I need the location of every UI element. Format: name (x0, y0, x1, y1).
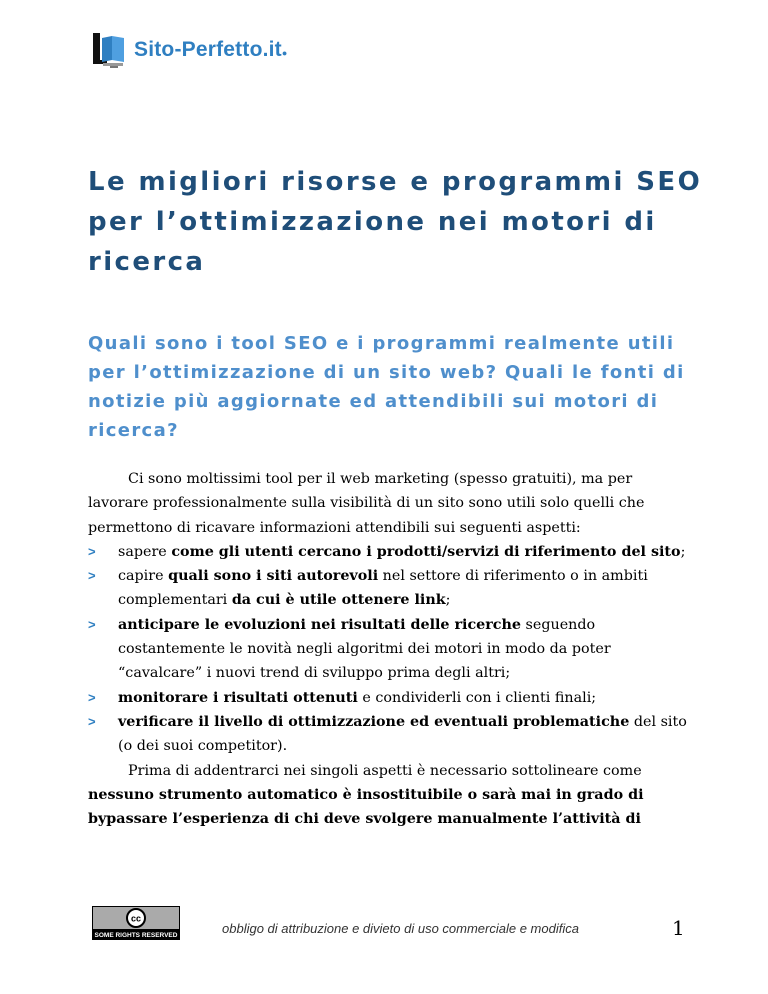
site-logo[interactable] (90, 30, 288, 70)
page-subtitle: Quali sono i tool SEO e i programmi realmente utili per l’ottimizzazione di un sito web? Quali le fonti di notizie più aggiornate ed attendibili sui motori di ricerca? (88, 333, 685, 441)
page-number: 1 (672, 916, 685, 940)
license-text: obbligo di attribuzione e divieto di uso commerciale e modifica (222, 921, 579, 936)
svg-text:cc: cc (130, 913, 142, 924)
list-item: > anticipare le evoluzioni nei risultati delle ricerche seguendo costantemente le novità negli algoritmi dei motori in modo da poter “cavalcare” i nuovi trend di sviluppo prima degli altri; (88, 613, 688, 686)
intro-paragraph: Ci sono moltissimi tool per il web marketing (spesso gratuiti), ma per lavorare professionalmente sulla visibilità di un sito sono utili solo quelli che permettono di ricavare informazioni attendibili sui seguenti aspetti: (88, 471, 645, 536)
arrow-icon: > (88, 543, 96, 559)
logo-text: Sito-Perfetto.it● (134, 38, 288, 61)
arrow-icon: > (88, 713, 96, 729)
arrow-icon: > (88, 568, 96, 584)
cc-license-badge[interactable] (92, 906, 180, 945)
closing-paragraph: Prima di addentrarci nei singoli aspetti è necessario sottolineare come nessuno strumento automatico è insostituibile o sarà mai in grado di bypassare l’esperienza di chi deve svolgere manualmente l’attività di (88, 762, 644, 828)
creative-commons-icon (92, 906, 180, 940)
svg-text:SOME RIGHTS RESERVED: SOME RIGHTS RESERVED (94, 932, 178, 939)
arrow-icon: > (88, 616, 96, 632)
logo-dot: ● (281, 48, 288, 58)
list-item: > sapere come gli utenti cercano i prodotti/servizi di riferimento del sito; (88, 540, 688, 564)
list-item: > verificare il livello di ottimizzazione ed eventuali problematiche del sito (o dei suoi competitor). (88, 710, 688, 759)
list-item: > monitorare i risultati ottenuti e condividerli con i clienti finali; (88, 686, 688, 710)
arrow-icon: > (88, 689, 96, 705)
book-monitor-icon (90, 30, 130, 70)
bullet-list (88, 540, 688, 759)
list-item: > capire quali sono i siti autorevoli nel settore di riferimento o in ambiti complementari da cui è utile ottenere link; (88, 564, 688, 613)
body-text (88, 467, 688, 831)
page-title: Le migliori risorse e programmi SEO per l’ottimizzazione nei motori di ricerca (88, 167, 703, 277)
